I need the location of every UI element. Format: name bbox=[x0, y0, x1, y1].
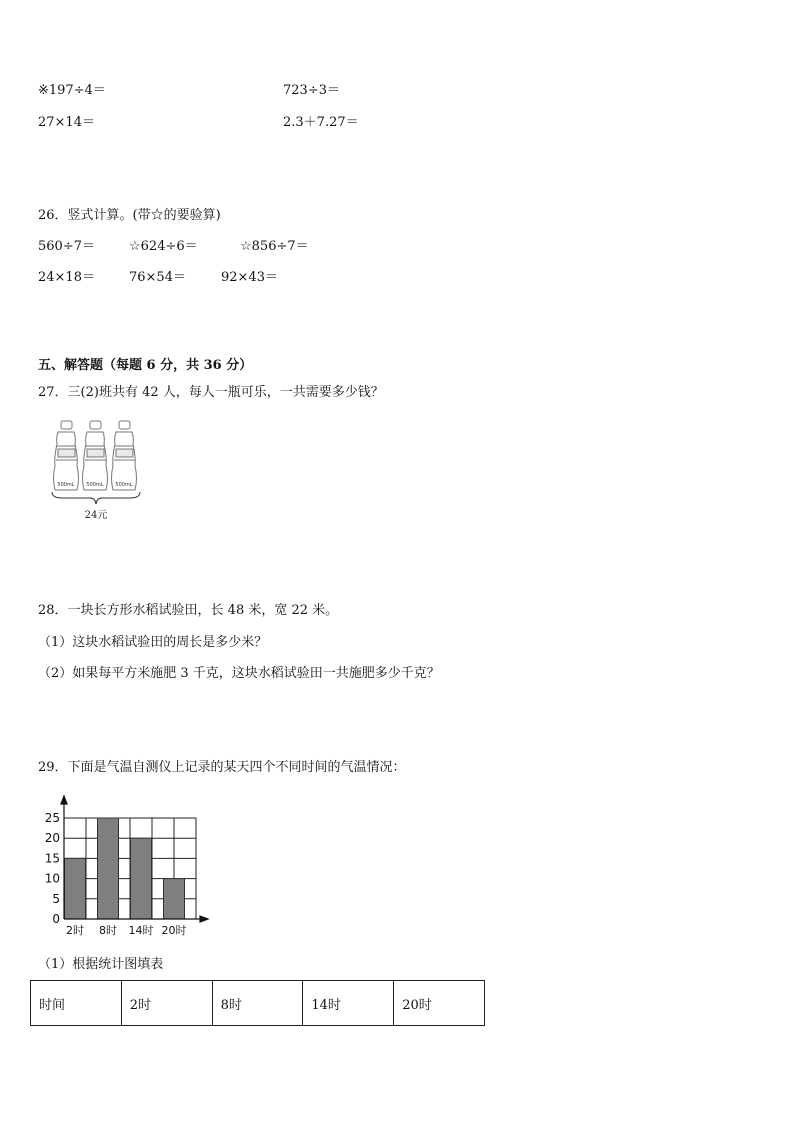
chart-bar bbox=[98, 818, 119, 919]
q28-text: 28．一块长方形水稻试验田，长 48 米，宽 22 米。 bbox=[38, 603, 339, 618]
brace bbox=[52, 492, 140, 504]
table-cell: 8时 bbox=[212, 981, 303, 1026]
x-tick-label: 8时 bbox=[99, 924, 117, 937]
table-cell-header: 时间 bbox=[31, 981, 122, 1026]
x-axis-arrow bbox=[200, 916, 208, 922]
q26-item: 92×43＝ bbox=[221, 270, 278, 285]
y-tick-label: 25 bbox=[44, 811, 60, 825]
x-tick-label: 14时 bbox=[128, 924, 154, 937]
bottle-icon bbox=[83, 421, 108, 490]
q26-item: ☆856÷7＝ bbox=[240, 239, 309, 254]
y-axis-arrow bbox=[61, 796, 67, 804]
y-tick-labels bbox=[45, 811, 60, 926]
bottle-icon bbox=[54, 421, 79, 490]
x-tick-label: 2时 bbox=[66, 924, 84, 937]
q29-sub1: （1）根据统计图填表 bbox=[38, 957, 164, 972]
chart-bar bbox=[164, 879, 185, 919]
q27-text: 27．三(2)班共有 42 人，每人一瓶可乐，一共需要多少钱？ bbox=[38, 385, 384, 400]
bottle-icon bbox=[112, 421, 137, 490]
q28-sub1: （1）这块水稻试验田的周长是多少米？ bbox=[38, 635, 268, 650]
q28-sub2: （2）如果每平方米施肥 3 千克，这块水稻试验田一共施肥多少千克？ bbox=[38, 666, 440, 681]
section-title: 五、解答题（每题 6 分，共 36 分） bbox=[38, 358, 253, 373]
calc-row1-right: 723÷3＝ bbox=[283, 83, 340, 98]
y-tick-label: 20 bbox=[44, 831, 60, 846]
bottle-label: 500mL bbox=[86, 482, 104, 488]
bottle-label: 500mL bbox=[115, 482, 133, 488]
chart-bars bbox=[65, 818, 185, 919]
q26-item: 560÷7＝ bbox=[38, 239, 95, 254]
calc-row2-left: 27×14＝ bbox=[38, 115, 95, 130]
y-tick-label: 0 bbox=[52, 912, 60, 926]
q29-text: 29．下面是气温自测仪上记录的某天四个不同时间的气温情况： bbox=[38, 760, 406, 775]
table-cell: 2时 bbox=[121, 981, 212, 1026]
chart-bar bbox=[65, 858, 86, 919]
y-tick-label: 5 bbox=[52, 891, 60, 906]
cola-bottles-image bbox=[48, 418, 148, 526]
table-cell: 20时 bbox=[394, 981, 485, 1026]
table-row bbox=[31, 981, 485, 1026]
q26-item: 24×18＝ bbox=[38, 270, 95, 285]
fill-in-table bbox=[30, 980, 485, 1026]
calc-row2-right: 2.3＋7.27＝ bbox=[283, 115, 359, 130]
x-tick-labels bbox=[66, 923, 187, 937]
temperature-bar-chart bbox=[40, 792, 210, 942]
q26-item: ☆624÷6＝ bbox=[129, 239, 198, 254]
bottle-label: 500mL bbox=[57, 482, 75, 488]
y-tick-label: 15 bbox=[44, 851, 60, 866]
table-cell: 14时 bbox=[303, 981, 394, 1026]
price-label: 24元 bbox=[84, 510, 108, 521]
chart-bar bbox=[131, 838, 152, 919]
q26-item: 76×54＝ bbox=[129, 270, 186, 285]
calc-row1-left: ※197÷4＝ bbox=[38, 83, 106, 98]
q26-title: 26．竖式计算。(带☆的要验算) bbox=[38, 208, 221, 223]
y-tick-label: 10 bbox=[44, 871, 60, 886]
x-tick-label: 20时 bbox=[161, 924, 187, 937]
